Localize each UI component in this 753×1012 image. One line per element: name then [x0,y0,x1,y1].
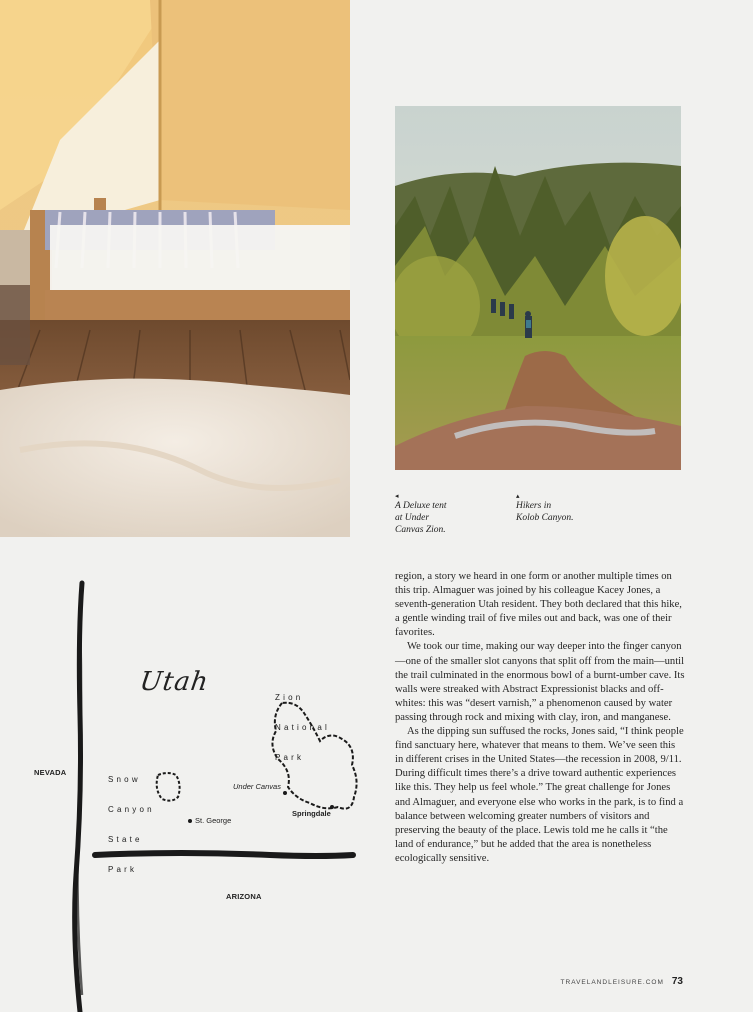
arizona-label: ARIZONA [226,892,262,901]
caption-line: at Under [395,513,430,523]
tent-photo [0,0,350,537]
caption-line: Kolob Canyon. [516,513,574,523]
map-utah [20,575,380,1012]
hikers-photo [395,106,681,470]
map-state-title: Utah [137,667,211,697]
springdale-label: Springdale [292,809,331,818]
page-number: 73 [671,976,683,987]
zion-label-line: National [275,723,330,732]
article-body [395,570,685,866]
snow-canyon-label-line: State [108,835,143,844]
nevada-label: NEVADA [34,768,67,777]
page-footer [561,976,683,987]
article-paragraph: We took our time, making our way deeper into the finger canyon—one of the smaller slot canyons that split off from the main—until the trail culminated in the enormous bowl of a burnt-umber cave. Its walls were streaked with Abstract Expressionist blacks and off-whites: this was “desert varnish,” a phenomenon caused by water passing through rock and mixing with clay, iron, and manganese. [395,641,685,723]
caption-pointer-icon: ▴ [516,492,520,500]
caption-pointer-icon: ◂ [395,492,399,500]
caption-line: A Deluxe tent [395,501,447,511]
caption-line: Hikers in [516,501,552,511]
snow-canyon-label-line: Snow [108,775,141,784]
caption-hikers [516,492,616,524]
caption-line: Canvas Zion. [395,525,446,535]
snow-canyon-label [108,755,155,895]
zion-label-line: Zion [275,693,304,702]
st-george-label: St. George [195,816,232,825]
snow-canyon-label-line: Park [108,865,138,874]
under-canvas-label: Under Canvas [233,782,281,791]
footer-site: TRAVELANDLEISURE.COM [560,979,664,986]
snow-canyon-label-line: Canyon [108,805,155,814]
zion-label [275,673,330,783]
article-paragraph: As the dipping sun suffused the rocks, Jones said, “I think people find sanctuary here, whatever that means to them. We’ve seen this in different crises in the United States—the recession in 2008, 9/11. During difficult times there’s a drive toward authentic experiences like this. They help us feel whole.” The great challenge for Jones and Almaguer, and everyone else who works in the park, is to find a balance between welcoming greater numbers of visitors and preserving the beauty of the place. Lewis told me he calls it “the land of endurance,” but he added that the area is nonetheless ecologically sensitive. [395,726,684,864]
map-graphic [20,575,380,1012]
under-canvas-marker [283,791,287,795]
st-george-marker [188,819,192,823]
snow-canyon-outline [157,773,180,801]
caption-tent [395,492,495,536]
zion-label-line: Park [275,753,305,762]
article-paragraph: region, a story we heard in one form or another multiple times on this trip. Almaguer was joined by his colleague Kacey Jones, a seventh-generation Utah resident. They both declared that this hike, a gentle winding trail of five miles out and back, was one of their favorites. [395,571,682,639]
